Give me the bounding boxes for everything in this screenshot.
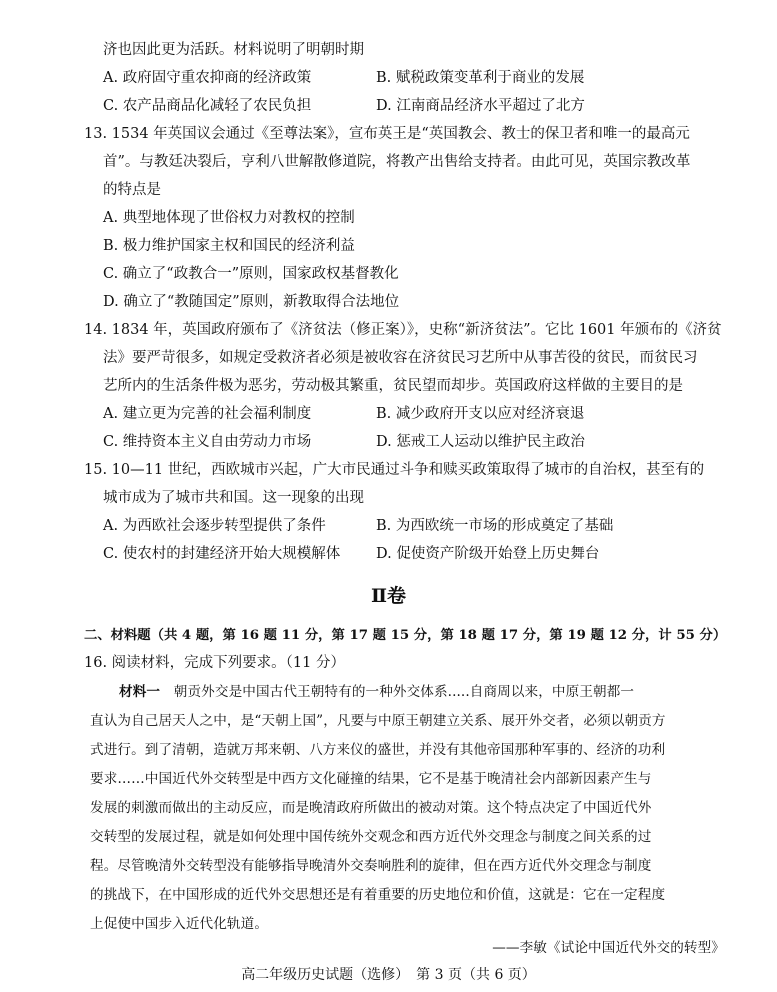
q16-material-line-4: 要求……中国近代外交转型是中西方文化碰撞的结果，它不是基于晚清社会内部新因素产生与 <box>90 771 652 787</box>
q13-stem-line-1: 13. 1534 年英国议会通过《至尊法案》，宣布英王是“英国教会、教士的保卫者和唯一的最高元 <box>84 126 690 142</box>
q12-option-d: D. 江南商品经济水平超过了北方 <box>376 98 585 114</box>
q14-option-b: B. 减少政府开支以应对经济衰退 <box>376 406 585 422</box>
q16-material-line-6: 交转型的发展过程，就是如何处理中国传统外交观念和西方近代外交理念与制度之间关系的过 <box>90 829 652 845</box>
q16-material-source: ——李敏《试论中国近代外交的转型》 <box>492 940 725 956</box>
q12-stem-continuation: 济也因此更为活跃。材料说明了明朝时期 <box>103 42 364 58</box>
q13-option-c: C. 确立了“政教合一”原则，国家政权基督教化 <box>103 266 399 282</box>
q13-stem-line-2: 首”。与教廷决裂后，亨利八世解散修道院，将教产出售给支持者。由此可见，英国宗教改革 <box>103 154 691 170</box>
q16-material-line-2: 直认为自己居天人之中，是“天朝上国”，凡要与中原王朝建立关系、展开外交者，必须以朝贡方 <box>90 713 666 729</box>
q14-stem-line-2: 法》要严苛很多，如规定受救济者必须是被收容在济贫民习艺所中从事苦役的贫民，而贫民习 <box>103 350 698 366</box>
q14-stem-line-3: 艺所内的生活条件极为恶劣，劳动极其繁重，贫民望而却步。英国政府这样做的主要目的是 <box>103 378 683 394</box>
q16-material-line-1 <box>119 682 634 702</box>
q15-option-c: C. 使农村的封建经济开始大规模解体 <box>103 546 341 562</box>
q16-intro: 16. 阅读材料，完成下列要求。（11 分） <box>84 655 345 671</box>
q12-option-a: A. 政府固守重农抑商的经济政策 <box>103 70 312 86</box>
q14-stem-line-1: 14. 1834 年，英国政府颁布了《济贫法（修正案）》，史称“新济贫法”。它比 1601 年颁布的《济贫 <box>84 322 722 338</box>
q12-option-c: C. 农产品商品化减轻了农民负担 <box>103 98 312 114</box>
q16-material-line-9: 上促使中国步入近代化轨道。 <box>90 916 269 932</box>
q16-material-line-3: 式进行。到了清朝，造就万邦来朝、八方来仪的盛世，并没有其他帝国那种军事的、经济的功利 <box>90 742 666 758</box>
q14-option-a: A. 建立更为完善的社会福利制度 <box>103 406 312 422</box>
q15-stem-line-2: 城市成为了城市共和国。这一现象的出现 <box>103 490 364 506</box>
q15-option-b: B. 为西欧统一市场的形成奠定了基础 <box>376 518 614 534</box>
q16-material-line-7: 程。尽管晚清外交转型没有能够指导晚清外交奏响胜利的旋律，但在西方近代外交理念与制度 <box>90 858 652 874</box>
q13-option-b: B. 极力维护国家主权和国民的经济利益 <box>103 238 355 254</box>
q16-material-label: 材料一 <box>119 684 161 700</box>
q14-option-c: C. 维持资本主义自由劳动力市场 <box>103 434 312 450</box>
q15-option-d: D. 促使资产阶级开始登上历史舞台 <box>376 546 600 562</box>
q16-material-line-5: 发展的刺激而做出的主动反应，而是晚清政府所做出的被动对策。这个特点决定了中国近代外 <box>90 800 652 816</box>
q15-option-a: A. 为西欧社会逐步转型提供了条件 <box>103 518 326 534</box>
section-title: Ⅱ卷 <box>370 585 406 607</box>
q13-stem-line-3: 的特点是 <box>103 182 161 198</box>
q13-option-d: D. 确立了“教随国定”原则，新教取得合法地位 <box>103 294 400 310</box>
q14-option-d: D. 惩戒工人运动以维护民主政治 <box>376 434 585 450</box>
q15-stem-line-1: 15. 10—11 世纪，西欧城市兴起，广大市民通过斗争和赎买政策取得了城市的自治权，甚至有的 <box>84 462 705 478</box>
q13-option-a: A. 典型地体现了世俗权力对教权的控制 <box>103 210 355 226</box>
q12-option-b: B. 赋税政策变革利于商业的发展 <box>376 70 585 86</box>
q16-material-text-1: 朝贡外交是中国古代王朝特有的一种外交体系.....自商周以来，中原王朝都一 <box>173 684 635 700</box>
page-footer: 高二年级历史试题（选修） 第 3 页（共 6 页） <box>241 967 536 983</box>
section-heading: 二、材料题（共 4 题，第 16 题 11 分，第 17 题 15 分，第 18 题 17 分，第 19 题 12 分，计 55 分） <box>84 627 727 643</box>
q16-material-line-8: 的挑战下，在中国形成的近代外交思想还是有着重要的历史地位和价值，这就是：它在一定程度 <box>90 887 666 903</box>
